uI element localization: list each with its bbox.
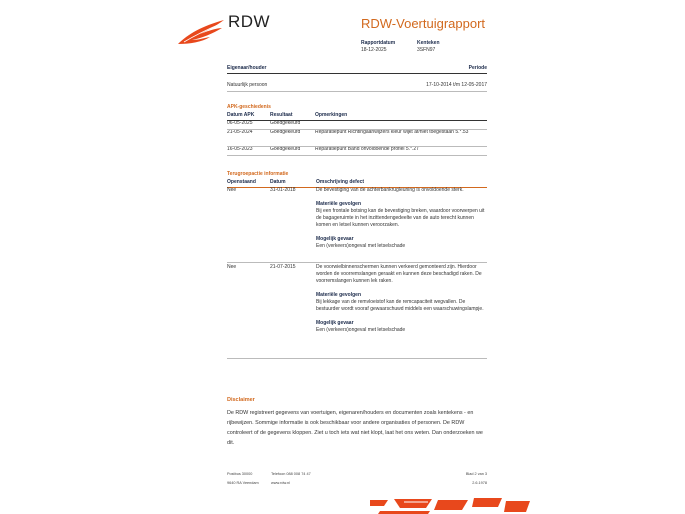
apk-table — [227, 112, 487, 155]
gevaar-text: Een (verkeers)ongeval met letselschade — [316, 243, 406, 249]
rapportdatum-value: 18-12-2025 — [361, 47, 387, 53]
divider — [227, 155, 487, 156]
rdw-logo-icon — [176, 16, 226, 46]
divider — [227, 91, 487, 92]
footer-contact — [271, 470, 311, 488]
table-row — [227, 146, 487, 155]
divider — [227, 73, 487, 74]
divider — [227, 146, 487, 147]
apk-resultaat: Goedgekeurd — [270, 146, 301, 152]
footer-web: www.rdw.nl — [271, 481, 290, 485]
apk-opmerking: Reparatiepunt Richtingaanwijzers kleur wijkt af/niet toegestaan 5.*.53 — [315, 129, 469, 135]
terugroep-datum: 31-01-2018 — [270, 187, 296, 193]
apk-title: APK-geschiedenis — [227, 104, 271, 110]
terugroep-omschrijving-cell — [316, 187, 486, 250]
kenteken-label: Kenteken — [417, 40, 440, 46]
terugroep-col-datum: Datum — [270, 179, 286, 185]
terugroep-datum: 21-07-2015 — [270, 264, 296, 270]
apk-header-row — [227, 112, 487, 120]
eigenaar-periode: 17-10-2014 t/m 12-05-2017 — [426, 82, 487, 88]
divider — [227, 120, 487, 121]
apk-opmerking: Reparatiepunt Band onvoldoende profiel 5.*.27 — [315, 146, 419, 152]
terugroep-omschrijving: De voorwielbinnenschermen kunnen verkeerd gemonteerd zijn. Hierdoor worden de voorremslangen geraakt en kunnen deze beschadigd raken. De voorremslangen kunnen lek raken. — [316, 264, 482, 284]
disclaimer-title: Disclaimer — [227, 397, 255, 403]
apk-col-datum: Datum APK — [227, 112, 255, 118]
divider — [227, 358, 487, 359]
footer-blad: Blad 2 van 3 — [465, 472, 487, 476]
footer-code: 2.6.1978 — [472, 481, 487, 485]
divider — [227, 129, 487, 130]
terugroep-openstaand: Nee — [227, 187, 237, 193]
document-title: RDW-Voertuigrapport — [361, 16, 486, 31]
gevolgen-text: Bij een frontale botsing kan de bevestiging breken, waardoor voorwerpen uit de bagageruimte in het inzittendengedeelte van de auto terecht kunnen komen en letsel kunnen veroorzaken. — [316, 208, 485, 228]
apk-opmerking — [315, 120, 487, 129]
gevolgen-text: Bij lekkage van de remvloeistof kan de remcapaciteit wegvallen. De bestuurder wordt vooraf gewaarschuwd middels een waarschuwingslampje. — [316, 299, 484, 312]
eigenaar-heading: Eigenaar/houder — [227, 65, 267, 71]
terugroep-omschrijving-cell — [316, 264, 486, 334]
rapportdatum-block — [361, 40, 395, 54]
terugroep-col-openstaand: Openstaand — [227, 179, 256, 185]
decorative-stripes-icon — [370, 498, 530, 514]
eigenaar-type: Natuurlijk persoon — [227, 82, 268, 88]
kenteken-value: 3SFN97 — [417, 47, 436, 53]
gevaar-text: Een (verkeers)ongeval met letselschade — [316, 327, 406, 333]
apk-col-opmerkingen: Opmerkingen — [315, 112, 348, 118]
gevaar-label: Mogelijk gevaar — [316, 320, 354, 326]
footer-telefoon: Telefoon 088 008 74 47 — [271, 472, 311, 476]
apk-datum: 16-05-2023 — [227, 146, 253, 152]
table-row — [227, 264, 487, 358]
disclaimer-body: De RDW registreert gegevens van voertuigen, eigenaren/houders en documenten zoals kentekens - en rijbewijzen. Sommige informatie is ook beschikbaar voor andere organisaties of personen. De RDW controleert of de gegevens kloppen. Ziet u toch iets wat niet klopt, laat het ons weten. Dan onderzoeken we dit. — [227, 410, 483, 446]
terugroep-title: Terugroepactie informatie — [227, 171, 289, 177]
apk-resultaat: Goedgekeurd — [270, 129, 301, 135]
eigenaar-header — [227, 65, 487, 71]
table-row — [227, 129, 487, 146]
gevaar-label: Mogelijk gevaar — [316, 236, 354, 242]
gevolgen-label: Materiële gevolgen — [316, 201, 362, 207]
apk-datum: 21-05-2024 — [227, 129, 253, 135]
table-row — [227, 120, 487, 129]
divider — [227, 262, 487, 263]
apk-col-resultaat: Resultaat — [270, 112, 293, 118]
rapportdatum-label: Rapportdatum — [361, 40, 396, 46]
kenteken-block — [417, 40, 440, 54]
footer-address — [227, 470, 259, 488]
logo-text: RDW — [228, 12, 271, 31]
footer-postbus: Postbus 30000 — [227, 472, 253, 476]
periode-label: Periode — [468, 65, 487, 71]
eigenaar-row — [227, 82, 487, 88]
terugroep-col-omschrijving: Omschrijving defect — [316, 179, 365, 185]
terugroep-header-row — [227, 179, 487, 187]
terugroep-omschrijving: De bevestiging van de achterbankrugleuning is onvoldoende sterk. — [316, 187, 464, 193]
terugroep-openstaand: Nee — [227, 264, 237, 270]
apk-resultaat: Goedgekeurd — [270, 120, 301, 126]
apk-datum: 06-05-2025 — [227, 120, 253, 126]
footer-page — [455, 470, 487, 488]
footer-adres: 9640 RA Veendam — [227, 481, 259, 485]
table-row — [227, 187, 487, 265]
gevolgen-label: Materiële gevolgen — [316, 292, 362, 298]
